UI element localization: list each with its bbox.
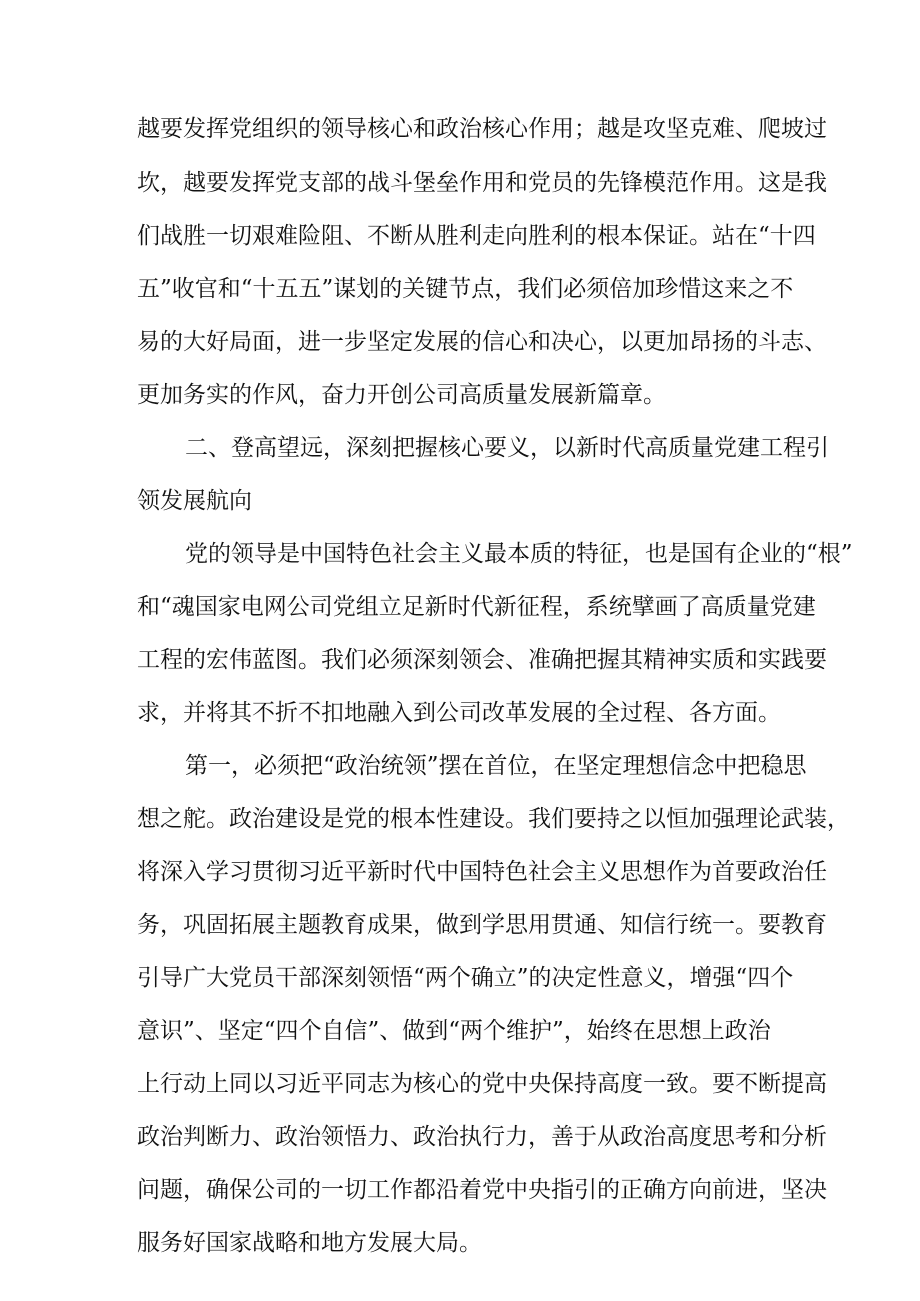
text-line: 越要发挥党组织的领导核心和政治核心作用；越是攻坚克难、爬坡过	[137, 116, 827, 142]
text-line: 政治判断力、政治领悟力、政治执行力，善于从政治高度思考和分析	[137, 1124, 827, 1150]
text-line: 和“魂国家电网公司党组立足新时代新征程，系统擘画了高质量党建	[137, 594, 816, 620]
section-heading-line: 二、登高望远，深刻把握核心要义，以新时代高质量党建工程引	[185, 435, 829, 461]
text-line: 想之舵。政治建设是党的根本性建设。我们要持之以恒加强理论武装，	[137, 806, 850, 832]
text-line: 更加务实的作风，奋力开创公司高质量发展新篇章。	[137, 382, 666, 408]
text-line: 意识”、坚定“四个自信”、做到“两个维护”，始终在思想上政治	[137, 1018, 771, 1044]
text-line: 问题，确保公司的一切工作都沿着党中央指引的正确方向前进，坚决	[137, 1177, 827, 1203]
text-line: 求，并将其不折不扣地融入到公司改革发展的全过程、各方面。	[137, 700, 781, 726]
text-line: 党的领导是中国特色社会主义最本质的特征，也是国有企业的“根”	[185, 541, 853, 567]
text-line: 服务好国家战略和地方发展大局。	[137, 1230, 482, 1256]
text-line: 工程的宏伟蓝图。我们必须深刻领会、准确把握其精神实质和实践要	[137, 647, 827, 673]
text-line: 们战胜一切艰难险阻、不断从胜利走向胜利的根本保证。站在“十四	[137, 223, 816, 249]
section-heading-line: 领发展航向	[137, 488, 252, 514]
text-line: 五”收官和“十五五”谋划的关键节点，我们必须倍加珍惜这来之不	[137, 276, 794, 302]
text-line: 将深入学习贯彻习近平新时代中国特色社会主义思想作为首要政治任	[137, 859, 827, 885]
text-line: 易的大好局面，进一步坚定发展的信心和决心，以更加昂扬的斗志、	[137, 329, 827, 355]
text-line: 第一，必须把“政治统领”摆在首位，在坚定理想信念中把稳思	[185, 753, 807, 779]
text-line: 坎，越要发挥党支部的战斗堡垒作用和党员的先锋模范作用。这是我	[137, 170, 827, 196]
text-line: 引导广大党员干部深刻领悟“两个确立”的决定性意义，增强“四个	[137, 965, 794, 991]
text-line: 上行动上同以习近平同志为核心的党中央保持高度一致。要不断提高	[137, 1071, 827, 1097]
text-line: 务，巩固拓展主题教育成果，做到学思用贯通、知信行统一。要教育	[137, 912, 827, 938]
